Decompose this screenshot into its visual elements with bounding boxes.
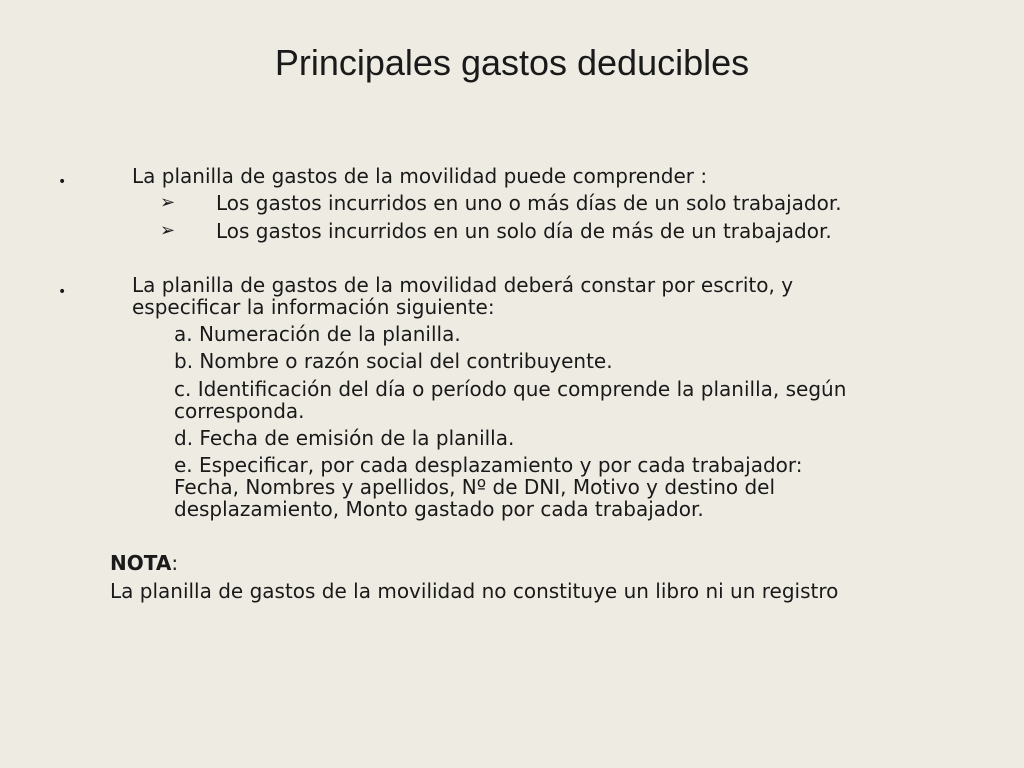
list-item-d: d. Fecha de emisión de la planilla.: [174, 426, 515, 450]
list-item-e-cont1: Fecha, Nombres y apellidos, Nº de DNI, Motivo y destino del: [174, 475, 776, 499]
note-colon: :: [171, 551, 179, 575]
sub-item-1: Los gastos incurridos en uno o más días de un solo trabajador.: [216, 191, 842, 215]
list-item-e-cont2: desplazamiento, Monto gastado por cada trabajador.: [174, 497, 704, 521]
arrow-bullet-icon: ➢: [160, 220, 176, 241]
note-heading: [110, 552, 178, 574]
list-item-a: a. Numeración de la planilla.: [174, 322, 461, 346]
slide-title: Principales gastos deducibles: [274, 42, 750, 83]
note-label: NOTA: [110, 551, 172, 575]
list-item-b: b. Nombre o razón social del contribuyente.: [174, 349, 613, 373]
bullet1-text: La planilla de gastos de la movilidad puede comprender :: [132, 164, 708, 188]
sub-item-2: Los gastos incurridos en un solo día de más de un trabajador.: [216, 219, 832, 243]
list-item-c-cont: corresponda.: [174, 399, 305, 423]
list-item-e: e. Especificar, por cada desplazamiento y por cada trabajador:: [174, 453, 803, 477]
note-text: La planilla de gastos de la movilidad no constituye un libro ni un registro: [110, 579, 839, 603]
bullet-dot: •: [58, 284, 67, 300]
bullet2-text-line2: especificar la información siguiente:: [132, 295, 495, 319]
arrow-bullet-icon: ➢: [160, 192, 176, 213]
bullet2-text-line1: La planilla de gastos de la movilidad deberá constar por escrito, y: [132, 273, 794, 297]
bullet-dot: •: [58, 174, 67, 190]
list-item-c: c. Identificación del día o período que comprende la planilla, según: [174, 377, 847, 401]
